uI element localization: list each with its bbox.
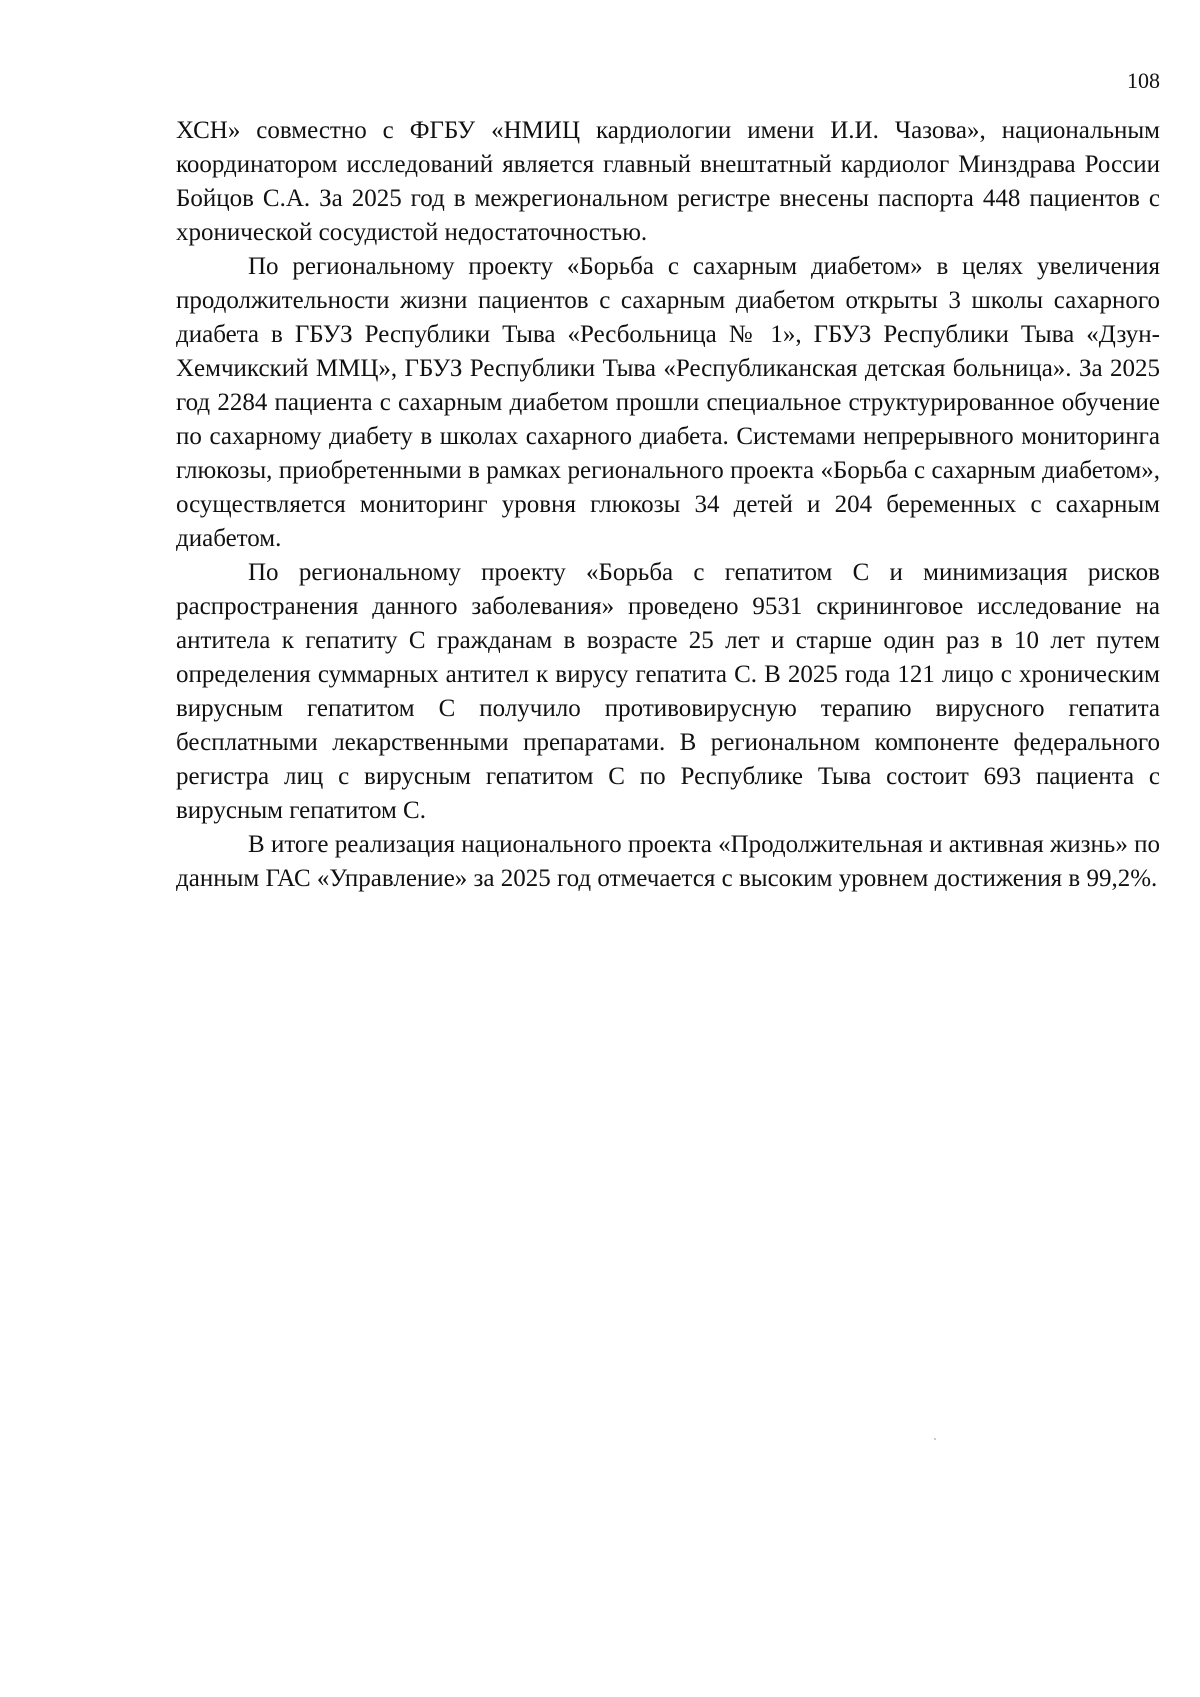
paragraph-chronic-heart-failure-registry: ХСН» совместно с ФГБУ «НМИЦ кардиологии имени И.И. Чазова», национальным координатором исследований является главный внештатный кардиолог Минздрава России Бойцов С.А. За 2025 год в межрегиональном регистре внесены паспорта 448 пациентов с хронической сосудистой недостаточностью. — [176, 117, 1160, 246]
document-body — [176, 114, 1160, 896]
scan-speck — [934, 1438, 936, 1440]
paragraph-diabetes-project: По региональному проекту «Борьба с сахарным диабетом» в целях увеличения продолжительности жизни пациентов с сахарным диабетом открыты 3 школы сахарного диабета в ГБУЗ Республики Тыва «Ресбольница № 1», ГБУЗ Республики Тыва «Дзун-Хемчикский ММЦ», ГБУЗ Республики Тыва «Республиканская детская больница». За 2025 год 2284 пациента с сахарным диабетом прошли специальное структурированное обучение по сахарному диабету в школах сахарного диабета. Системами непрерывного мониторинга глюкозы, приобретенными в рамках регионального проекта «Борьба с сахарным диабетом», осуществляется мониторинг уровня глюкозы 34 детей и 204 беременных с сахарным диабетом. — [176, 253, 1160, 552]
paragraph-national-project-summary: В итоге реализация национального проекта «Продолжительная и активная жизнь» по данным ГАС «Управление» за 2025 год отмечается с высоким уровнем достижения в 99,2%. — [176, 831, 1160, 892]
page-number: 108 — [1127, 68, 1160, 93]
paragraph-hepatitis-c-project: По региональному проекту «Борьба с гепатитом С и минимизация рисков распространения данного заболевания» проведено 9531 скрининговое исследование на антитела к гепатиту С гражданам в возрасте 25 лет и старше один раз в 10 лет путем определения суммарных антител к вирусу гепатита С. В 2025 года 121 лицо с хроническим вирусным гепатитом С получило противовирусную терапию вирусного гепатита бесплатными лекарственными препаратами. В региональном компоненте федерального регистра лиц с вирусным гепатитом С по Республике Тыва состоит 693 пациента с вирусным гепатитом С. — [176, 559, 1160, 824]
